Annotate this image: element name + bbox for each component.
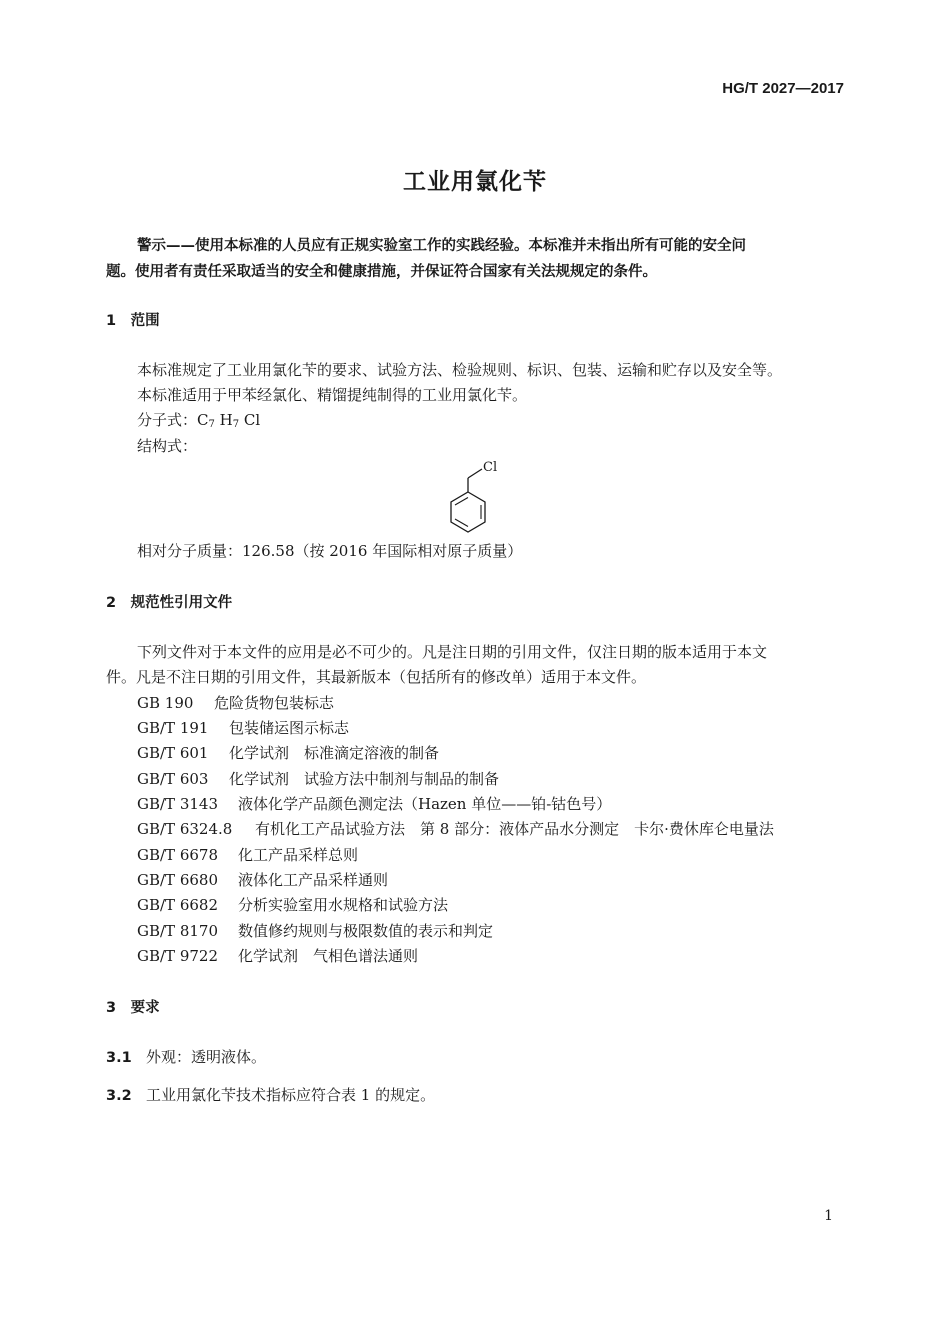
formula-label: 分子式： <box>137 411 198 429</box>
clause-number: 3.1 <box>106 1050 132 1066</box>
standard-code: HG/T 2027—2017 <box>722 80 844 97</box>
section-3-heading: 3 要求 <box>106 1000 160 1016</box>
structure-label: 结构式： <box>137 437 198 455</box>
section-2-heading: 2 规范性引用文件 <box>106 595 233 611</box>
section-1-heading: 1 范围 <box>106 313 160 329</box>
reference-item: GB/T 6680 液体化工产品采样通则 <box>137 871 389 889</box>
section-2-intro-1: 下列文件对于本文件的应用是必不可少的。凡是注日期的引用文件，仅注日期的版本适用于本文 <box>137 643 768 661</box>
warning-line-1: 警示——使用本标准的人员应有正规实验室工作的实践经验。本标准并未指出所有可能的安全问 <box>137 238 746 254</box>
c-cl-bond <box>468 469 482 478</box>
reference-item: GB/T 9722 化学试剂 气相色谱法通则 <box>137 947 419 965</box>
requirement-3-1 <box>106 1046 266 1067</box>
requirement-3-2 <box>106 1084 435 1105</box>
section-1-para-1: 本标准规定了工业用氯化苄的要求、试验方法、检验规则、标识、包装、运输和贮存以及安全等。 <box>137 361 783 379</box>
page-number: 1 <box>824 1208 833 1224</box>
formula-h: H <box>219 411 233 429</box>
section-1-para-2: 本标准适用于甲苯经氯化、精馏提纯制得的工业用氯化苄。 <box>137 386 528 404</box>
chlorine-label: Cl <box>483 460 498 475</box>
section-2-intro-2: 件。凡是不注日期的引用文件，其最新版本（包括所有的修改单）适用于本文件。 <box>106 668 647 686</box>
reference-item: GB/T 6324.8 有机化工产品试验方法 第 8 部分：液体产品水分测定 卡尔·费休库仑电量法 <box>137 820 774 838</box>
reference-item: GB/T 6682 分析实验室用水规格和试验方法 <box>137 896 449 914</box>
formula-c: C <box>197 411 209 429</box>
clause-text: 外观：透明液体。 <box>146 1048 267 1066</box>
reference-item: GB/T 6678 化工产品采样总则 <box>137 846 359 864</box>
molecular-formula <box>137 409 260 430</box>
clause-text: 工业用氯化苄技术指标应符合表 1 的规定。 <box>146 1086 436 1104</box>
relative-molecular-mass: 相对分子质量：126.58（按 2016 年国际相对原子质量） <box>137 542 523 560</box>
clause-number: 3.2 <box>106 1088 132 1104</box>
reference-item: GB/T 191 包装储运图示标志 <box>137 719 350 737</box>
benzyl-chloride-structure <box>438 456 518 536</box>
reference-item: GB/T 603 化学试剂 试验方法中制剂与制品的制备 <box>137 770 500 788</box>
formula-cl: Cl <box>243 411 261 429</box>
reference-item: GB/T 8170 数值修约规则与极限数值的表示和判定 <box>137 922 494 940</box>
reference-item: GB/T 601 化学试剂 标准滴定溶液的制备 <box>137 744 440 762</box>
formula-h-sub: 7 <box>232 419 240 430</box>
formula-c-sub: 7 <box>208 419 215 430</box>
document-title: 工业用氯化苄 <box>403 169 547 195</box>
warning-line-2: 题。使用者有责任采取适当的安全和健康措施，并保证符合国家有关法规规定的条件。 <box>106 264 657 280</box>
reference-item: GB 190 危险货物包装标志 <box>137 694 335 712</box>
reference-item: GB/T 3143 液体化学产品颜色测定法（Hazen 单位——铂-钴色号） <box>137 795 612 813</box>
